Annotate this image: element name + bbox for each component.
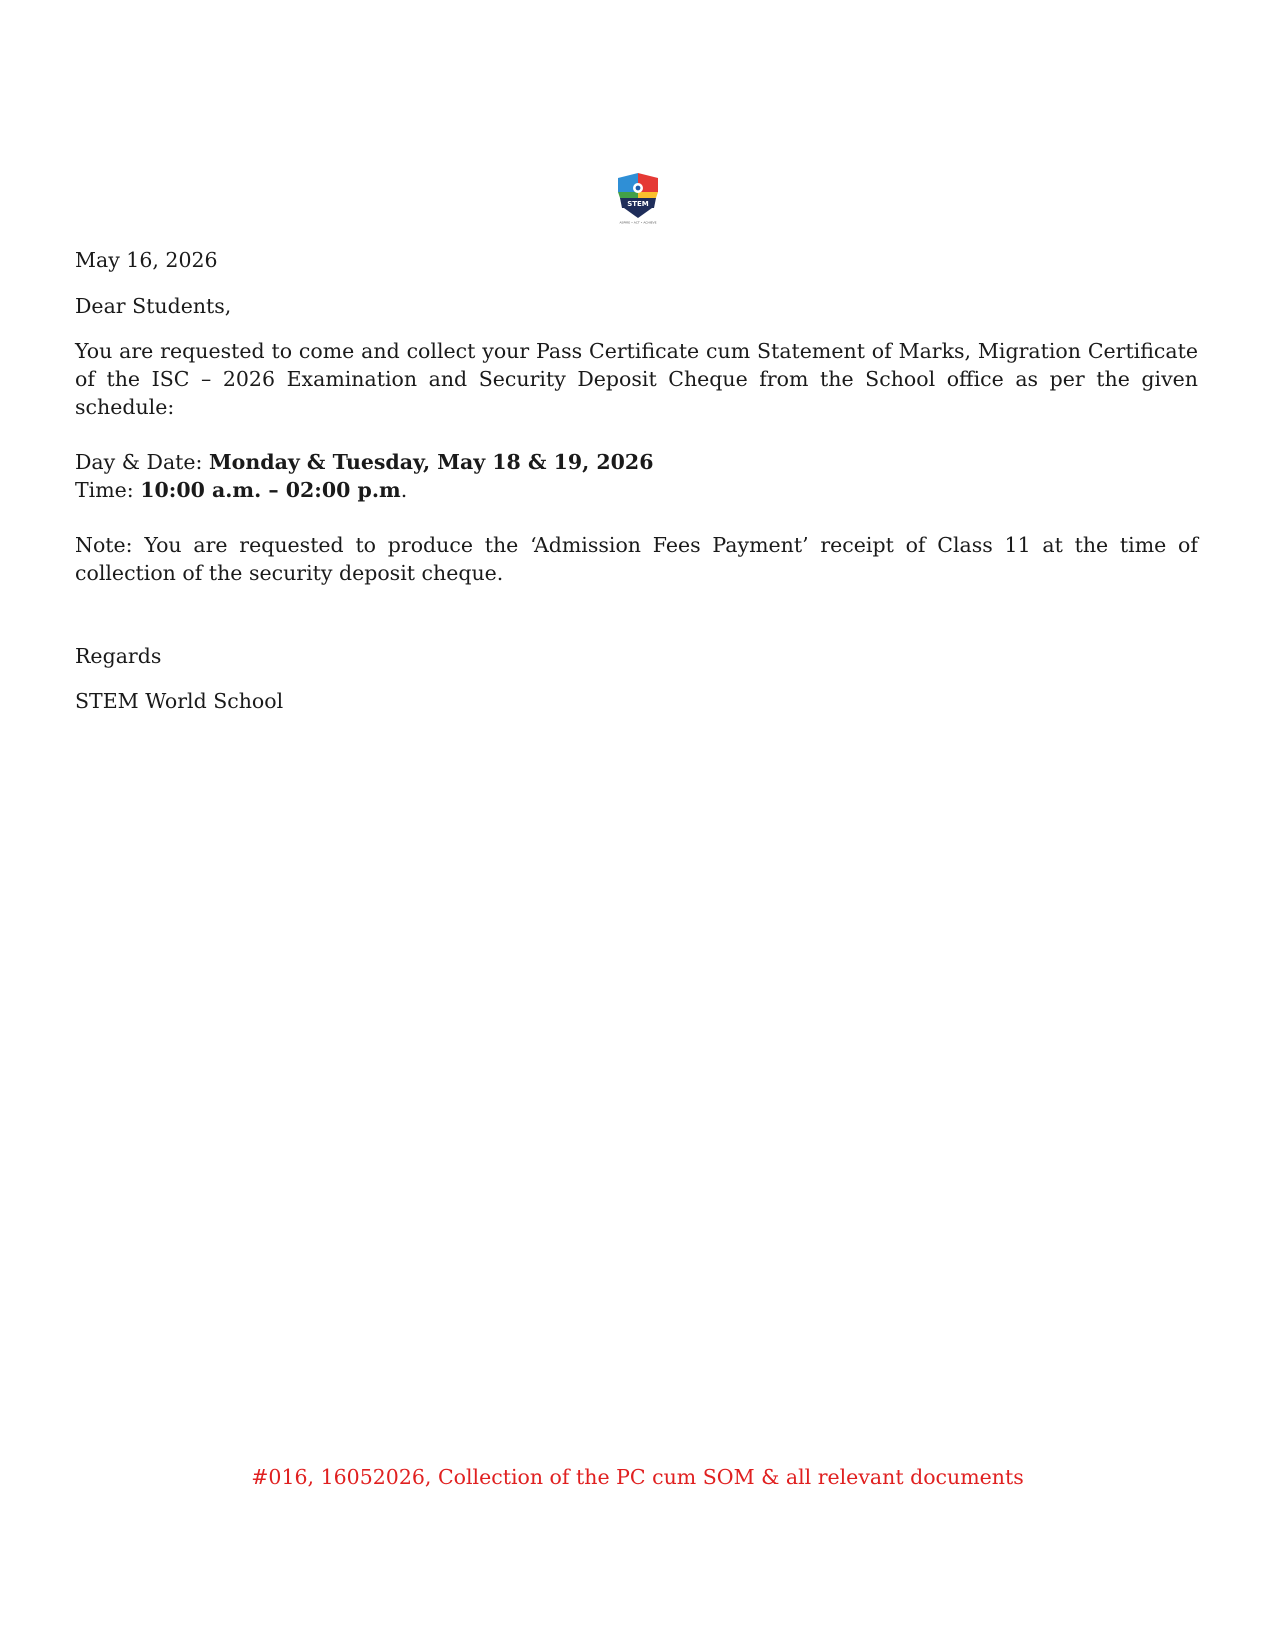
svg-text:ASPIRE • ACT • ACHIEVE: ASPIRE • ACT • ACHIEVE <box>619 220 657 225</box>
day-date-line <box>75 448 1198 476</box>
body-paragraph: You are requested to come and collect your Pass Certificate cum Statement of Marks, Migration Certificate of the ISC – 2026 Examination and Security Deposit Cheque from the School office as per the given schedule: <box>75 339 1198 419</box>
schedule-block <box>75 448 1198 504</box>
day-date-label: Day & Date: <box>75 450 209 474</box>
time-value: 10:00 a.m. – 02:00 p.m <box>140 478 401 502</box>
note-paragraph: Note: You are requested to produce the ‘Admission Fees Payment’ receipt of Class 11 at the time of collection of the security deposit cheque. <box>75 533 1198 585</box>
time-suffix: . <box>400 478 408 502</box>
salutation: Dear Students, <box>75 294 232 318</box>
document-reference: #016, 16052026, Collection of the PC cum SOM & all relevant documents <box>251 1465 1024 1489</box>
closing: Regards <box>75 644 162 668</box>
signature: STEM World School <box>75 689 284 713</box>
svg-text:STEM: STEM <box>627 200 649 208</box>
school-logo <box>612 170 664 226</box>
time-line <box>75 476 1198 504</box>
time-label: Time: <box>75 478 141 502</box>
day-date-value: Monday & Tuesday, May 18 & 19, 2026 <box>208 450 654 474</box>
letter-content <box>75 246 1198 715</box>
letter-date: May 16, 2026 <box>75 248 218 272</box>
